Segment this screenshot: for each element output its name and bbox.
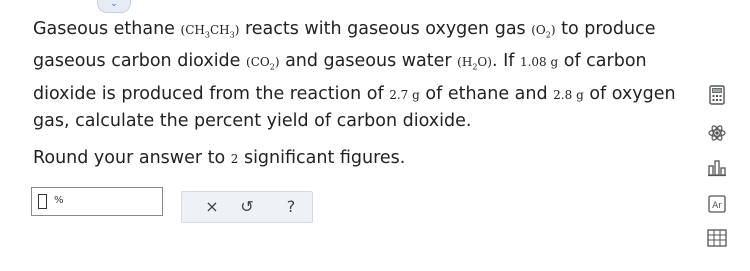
text: Gaseous ethane <box>33 19 181 39</box>
mass-oxygen: 2.8 g <box>553 87 584 102</box>
help-button[interactable] <box>279 196 303 218</box>
formula-oxygen: $(O_2)$ <box>531 23 556 40</box>
formula-water: $(H_2O)$ <box>457 55 492 72</box>
periodic-table-icon[interactable] <box>706 227 728 249</box>
formula-carbon-dioxide: $(CO_2)$ <box>246 55 280 72</box>
mass-co2: 1.08 g <box>519 55 559 70</box>
text: of oxygen <box>583 83 676 104</box>
svg-text:Ar: Ar <box>712 201 722 211</box>
question-line-4: gas, calculate the percent yield of carbon dioxide. <box>33 110 472 131</box>
percent-unit: % <box>54 195 64 206</box>
text: gaseous carbon dioxide <box>33 51 246 72</box>
answer-toolbar <box>181 191 313 223</box>
formula-ethane: $(CH_3CH_3)$ <box>180 23 240 40</box>
text: of carbon <box>558 51 647 72</box>
text: of ethane and <box>419 83 554 104</box>
text: reacts with gaseous oxygen gas <box>239 19 532 39</box>
undo-button[interactable] <box>235 196 259 218</box>
periodic-atom-icon[interactable] <box>706 122 728 144</box>
close-icon: × <box>205 197 219 216</box>
text-reference-icon[interactable] <box>706 193 728 215</box>
text: and gaseous water <box>279 51 458 72</box>
question-text <box>33 16 703 134</box>
answer-cursor[interactable] <box>38 194 47 209</box>
answer-input[interactable] <box>31 187 163 216</box>
calculator-icon[interactable] <box>706 84 728 106</box>
data-chart-icon[interactable] <box>706 157 728 179</box>
question-line-3 <box>33 81 703 108</box>
instruction-text: Round your answer to 2 significant figures. <box>33 148 406 168</box>
question-line-2 <box>33 48 703 80</box>
chevron-down-icon: ⌄ <box>110 0 118 9</box>
help-icon: ? <box>286 197 296 216</box>
collapse-toggle[interactable] <box>97 0 131 13</box>
text: to produce <box>555 19 656 39</box>
question-line-1 <box>33 16 703 48</box>
undo-icon: ↺ <box>240 197 254 216</box>
clear-button[interactable] <box>200 196 224 218</box>
mass-ethane: 2.7 g <box>389 87 420 102</box>
sig-fig-count: 2 <box>230 152 239 166</box>
text: . If <box>491 51 520 72</box>
text: dioxide is produced from the reaction of <box>33 83 390 104</box>
